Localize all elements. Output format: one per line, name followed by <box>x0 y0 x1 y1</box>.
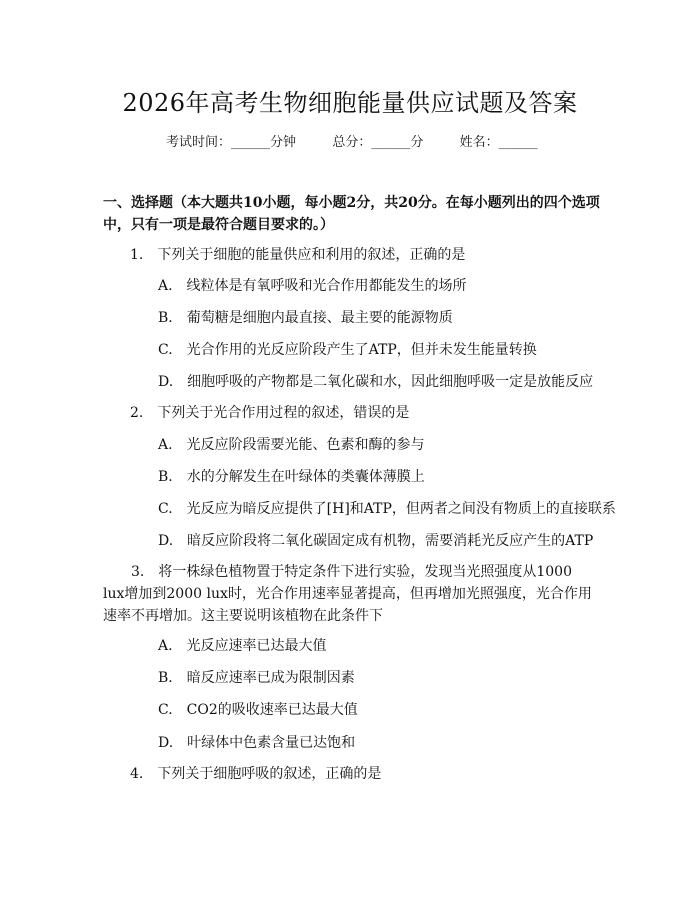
question-3-stem: 3. 将一株绿色植物置于特定条件下进行实验，发现当光照强度从1000 lux增加到2000 lux时，光合作用速率显著提高，但再增加光照强度，光合作用速率不再增加。这主要说明该植物在此条件下 <box>103 564 592 624</box>
exam-meta <box>166 131 538 150</box>
score-unit: 分 <box>410 135 424 150</box>
name-blank: ______ <box>498 135 538 150</box>
page-title: 2026年高考生物细胞能量供应试题及答案 <box>122 89 578 117</box>
question-1-stem: 1. 下列关于细胞的能量供应和利用的叙述，正确的是 <box>130 247 466 263</box>
section-heading: 一、选择题（本大题共10小题，每小题2分，共20分。在每小题列出的四个选项中，只有一项是最符合题目要求的。） <box>103 195 600 233</box>
question-3-option-c: C. CO2的吸收速率已达最大值 <box>158 702 358 718</box>
question-1-option-a: A. 线粒体是有氧呼吸和光合作用都能发生的场所 <box>158 278 467 294</box>
question-2-option-a: A. 光反应阶段需要光能、色素和酶的参与 <box>158 437 425 453</box>
question-2-stem: 2. 下列关于光合作用过程的叙述，错误的是 <box>130 405 410 421</box>
question-4-stem: 4. 下列关于细胞呼吸的叙述，正确的是 <box>130 766 382 782</box>
question-1-option-c: C. 光合作用的光反应阶段产生了ATP，但并未发生能量转换 <box>158 342 537 358</box>
question-2-option-c: C. 光反应为暗反应提供了[H]和ATP，但两者之间没有物质上的直接联系 <box>158 501 616 517</box>
question-1-option-b: B. 葡萄糖是细胞内最直接、最主要的能源物质 <box>158 310 453 326</box>
time-label: 考试时间： <box>166 135 232 150</box>
question-2-option-b: B. 水的分解发生在叶绿体的类囊体薄膜上 <box>158 469 425 485</box>
time-unit: 分钟 <box>270 135 297 150</box>
question-3-option-b: B. 暗反应速率已成为限制因素 <box>158 670 355 686</box>
name-label: 姓名： <box>459 135 499 150</box>
question-3-option-a: A. 光反应速率已达最大值 <box>158 638 327 654</box>
time-blank: ______ <box>231 135 271 150</box>
question-3-option-d: D. 叶绿体中色素含量已达饱和 <box>158 735 356 751</box>
score-blank: ______ <box>371 135 411 150</box>
score-label: 总分： <box>332 135 372 150</box>
question-2-option-d: D. 暗反应阶段将二氧化碳固定成有机物，需要消耗光反应产生的ATP <box>158 533 594 549</box>
question-1-option-d: D. 细胞呼吸的产物都是二氧化碳和水，因此细胞呼吸一定是放能反应 <box>158 374 594 390</box>
